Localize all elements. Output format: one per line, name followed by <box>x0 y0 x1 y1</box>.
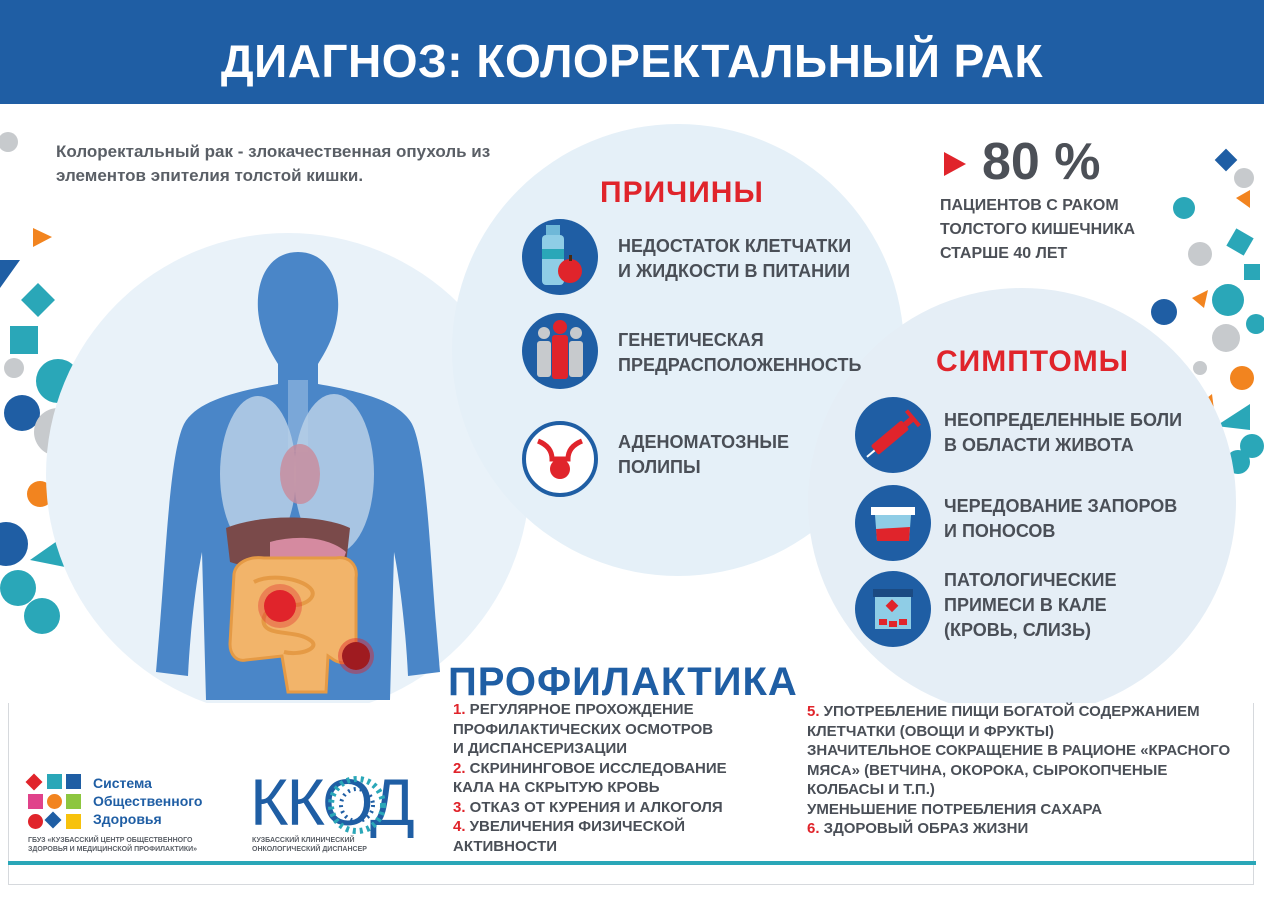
family-icon <box>522 313 598 389</box>
symptom-2-text <box>944 494 1177 544</box>
kkod-mark: ККОД <box>250 765 413 839</box>
kkod-subtitle <box>252 836 367 854</box>
symptom-1-line-2: В ОБЛАСТИ ЖИВОТА <box>944 435 1134 455</box>
cause-1-line-2: И ЖИДКОСТИ В ПИТАНИИ <box>618 261 851 281</box>
cause-2-line-2: ПРЕДРАСПОЛОЖЕННОСТЬ <box>618 355 862 375</box>
logo-square-icon <box>66 794 81 809</box>
sos-line-1: Система <box>93 775 152 791</box>
cause-3-line-2: ПОЛИПЫ <box>618 457 701 477</box>
sos-line-2: Общественного <box>93 793 203 809</box>
sos-logo <box>28 774 248 858</box>
prev-right-line-4: МЯСА» (ВЕТЧИНА, ОКОРОКА, СЫРОКОПЧЕНЫЕ <box>807 761 1168 779</box>
stat-line-3: СТАРШЕ 40 ЛЕТ <box>940 245 1068 262</box>
sample-cup-icon <box>855 485 931 561</box>
prev-right-line-5: КОЛБАСЫ И Т.П.) <box>807 781 935 798</box>
prev-right-line-2: КЛЕТЧАТКИ (ОВОЩИ И ФРУКТЫ) <box>807 722 1055 740</box>
dotted-circle-icon <box>324 772 390 838</box>
cause-2-line-1: ГЕНЕТИЧЕСКАЯ <box>618 330 764 350</box>
bottle-apple-icon <box>522 219 598 295</box>
prev-right-line-1: 5. УПОТРЕБЛЕНИЕ ПИЩИ БОГАТОЙ СОДЕРЖАНИЕМ <box>807 703 1200 720</box>
prev-left-line-6: 3. ОТКАЗ ОТ КУРЕНИЯ И АЛКОГОЛЯ <box>453 798 723 816</box>
specimen-jar-icon <box>855 571 931 647</box>
prevention-list-right <box>807 702 1230 839</box>
stat-value: 80 % <box>982 133 1101 191</box>
logo-square-icon <box>28 794 43 809</box>
syringe-icon <box>855 397 931 473</box>
logo-square-icon <box>28 814 43 829</box>
symptom-3-text <box>944 568 1117 643</box>
symptom-2-line-1: ЧЕРЕДОВАНИЕ ЗАПОРОВ <box>944 496 1178 516</box>
causes-title: ПРИЧИНЫ <box>600 176 764 209</box>
prev-right-line-3: ЗНАЧИТЕЛЬНОЕ СОКРАЩЕНИЕ В РАЦИОНЕ «КРАСНОГО <box>807 742 1231 759</box>
logo-square-icon <box>26 774 43 791</box>
logo-square-icon <box>47 774 62 789</box>
sos-logo-name <box>93 774 202 828</box>
symptom-3-line-1: ПАТОЛОГИЧЕСКИЕ <box>944 570 1117 590</box>
cause-2-text <box>618 328 861 378</box>
prev-left-line-3: И ДИСПАНСЕРИЗАЦИИ <box>453 740 628 757</box>
symptom-1-text <box>944 408 1182 458</box>
logo-square-icon <box>66 814 81 829</box>
symptom-3-line-2: ПРИМЕСИ В КАЛЕ <box>944 595 1107 615</box>
prev-right-line-6: УМЕНЬШЕНИЕ ПОТРЕБЛЕНИЯ САХАРА <box>807 800 1103 818</box>
logo-square-icon <box>45 812 62 829</box>
stat-arrow-icon <box>944 152 966 176</box>
prev-left-line-7: 4. УВЕЛИЧЕНИЯ ФИЗИЧЕСКОЙ <box>453 818 686 835</box>
symptoms-title: СИМПТОМЫ <box>936 345 1130 378</box>
bottom-divider <box>8 861 1256 865</box>
prev-left-line-2: ПРОФИЛАКТИЧЕСКИХ ОСМОТРОВ <box>453 720 714 738</box>
sos-logo-subtitle <box>28 836 197 854</box>
prev-left-line-8: АКТИВНОСТИ <box>453 837 558 855</box>
logo-square-icon <box>47 794 62 809</box>
prev-left-line-5: КАЛА НА СКРЫТУЮ КРОВЬ <box>453 779 660 796</box>
intro-line-2: элементов эпителия толстой кишки. <box>56 166 364 185</box>
sos-sub-1: ГБУЗ «КУЗБАССКИЙ ЦЕНТР ОБЩЕСТВЕННОГО <box>28 837 193 844</box>
prev-left-line-1: 1. РЕГУЛЯРНОЕ ПРОХОЖДЕНИЕ <box>453 701 694 718</box>
stat-line-1: ПАЦИЕНТОВ С РАКОМ <box>940 197 1119 214</box>
cause-3-line-1: АДЕНОМАТОЗНЫЕ <box>618 432 790 452</box>
page-title: ДИАГНОЗ: КОЛОРЕКТАЛЬНЫЙ РАК <box>220 35 1044 87</box>
stat-line-2: ТОЛСТОГО КИШЕЧНИКА <box>940 221 1136 238</box>
polyp-icon <box>522 421 598 497</box>
cause-1-text <box>618 234 851 284</box>
sos-line-3: Здоровья <box>93 811 162 827</box>
intro-line-1: Колоректальный рак - злокачественная опухоль из <box>56 142 491 161</box>
symptom-3-line-3: (КРОВЬ, СЛИЗЬ) <box>944 620 1092 640</box>
prev-right-line-7: 6. ЗДОРОВЫЙ ОБРАЗ ЖИЗНИ <box>807 820 1029 837</box>
intro-definition <box>56 140 536 188</box>
cause-3-text <box>618 430 789 480</box>
kkod-sub-1: КУЗБАССКИЙ КЛИНИЧЕСКИЙ <box>252 837 355 844</box>
prevention-title: ПРОФИЛАКТИКА <box>448 660 798 704</box>
symptom-2-line-2: И ПОНОСОВ <box>944 521 1056 541</box>
kkod-logo <box>250 765 440 858</box>
human-body-illustration <box>150 252 446 700</box>
stat-description <box>940 194 1160 266</box>
sos-sub-2: ЗДОРОВЬЯ И МЕДИЦИНСКОЙ ПРОФИЛАКТИКИ» <box>28 846 198 853</box>
prevention-list-left <box>453 700 727 856</box>
prev-left-line-4: 2. СКРИНИНГОВОЕ ИССЛЕДОВАНИЕ <box>453 759 727 777</box>
kkod-sub-2: ОНКОЛОГИЧЕСКИЙ ДИСПАНСЕР <box>252 846 367 853</box>
cause-1-line-1: НЕДОСТАТОК КЛЕТЧАТКИ <box>618 236 852 256</box>
symptom-1-line-1: НЕОПРЕДЕЛЕННЫЕ БОЛИ <box>944 410 1183 430</box>
logo-square-icon <box>66 774 81 789</box>
header-banner <box>0 0 1264 104</box>
